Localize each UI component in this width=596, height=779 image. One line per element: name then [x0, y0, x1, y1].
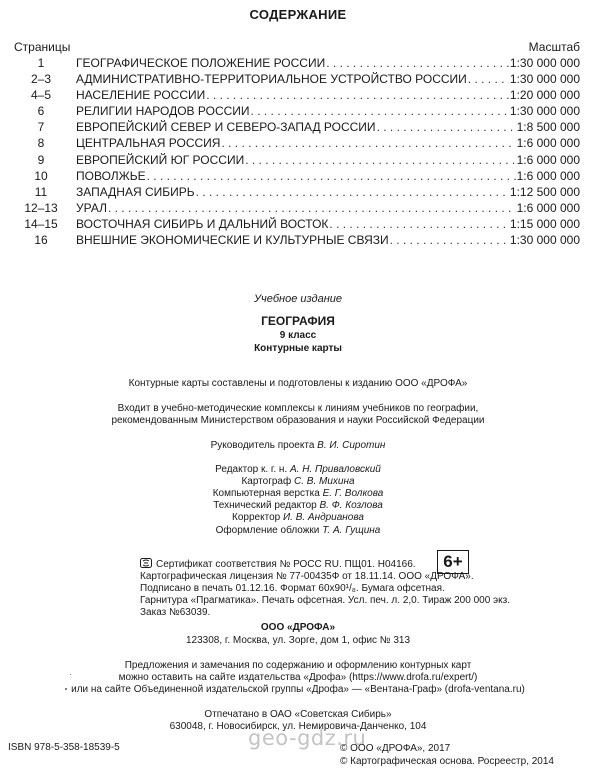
toc-page: 2–3: [30, 72, 52, 87]
toc-entry-title: ГЕОГРАФИЧЕСКОЕ ПОЛОЖЕНИЕ РОССИИ: [76, 56, 326, 70]
pages-column-header: Страницы: [14, 40, 71, 54]
toc-scale: 1:12 500 000: [509, 184, 580, 199]
staff-name: А. Н. Приваловский: [289, 464, 381, 475]
leader-dots: [326, 55, 509, 71]
toc-list: [14, 55, 580, 248]
leader-dots: [468, 71, 509, 87]
staff-line: [0, 476, 596, 489]
book-subtitle: Контурные карты: [254, 343, 342, 354]
age-rating-badge: 6+: [437, 550, 469, 574]
toc-scale: 1:6 000 000: [516, 168, 580, 183]
copyright-publisher: © ООО «ДРОФА», 2017: [340, 743, 451, 754]
printer-line-2: 630048, г. Новосибирск, ул. Немировича-Данченко, 104: [169, 721, 427, 732]
toc-scale: 1:30 000 000: [509, 104, 580, 119]
toc-page: 8: [37, 136, 45, 151]
staff-name: И. В. Андрианова: [282, 512, 364, 523]
license-line: Картографическая лицензия № 77-00435Ф от 18.11.14. ООО «ДРОФА».: [140, 571, 474, 582]
scan-speck: [65, 688, 67, 690]
staff-name: В. Ф. Козлова: [319, 500, 383, 511]
toc-entry-title: ЕВРОПЕЙСКИЙ СЕВЕР И СЕВЕРО-ЗАПАД РОССИИ: [76, 120, 376, 135]
site-watermark: geo-gdz.ru: [248, 726, 367, 750]
toc-entry-title: ЦЕНТРАЛЬНАЯ РОССИЯ: [76, 136, 221, 151]
staff-role: Редактор к. г. н.: [215, 464, 288, 475]
staff-role: Компьютерная верстка: [212, 488, 320, 499]
toc-row: [14, 119, 580, 135]
scale-column-header: Масштаб: [528, 40, 580, 54]
feedback-line-1: Предложения и замечания по содержанию и оформлению контурных карт: [124, 660, 472, 671]
toc-page: 10: [34, 168, 48, 183]
leader-dots: [206, 87, 509, 103]
staff-line: [0, 464, 596, 477]
toc-scale: 1:8 500 000: [516, 120, 580, 135]
toc-page: 9: [37, 152, 45, 167]
staff-line: [0, 500, 596, 513]
toc-row: [14, 152, 580, 168]
typeface-line: Гарнитура «Прагматика». Печать офсетная. Усл. печ. л. 2,0. Тираж 200 000 экз.: [140, 595, 510, 606]
leader-dots: [221, 135, 515, 151]
toc-row: [14, 87, 580, 103]
complex-note-line-1: Входит в учебно-методические комплексы к линиям учебников по географии,: [117, 403, 479, 414]
staff-role: Корректор: [232, 512, 281, 523]
toc-entry-title: РЕЛИГИИ НАРОДОВ РОССИИ: [76, 104, 250, 119]
toc-entry-title: ВНЕШНИЕ ЭКОНОМИЧЕСКИЕ И КУЛЬТУРНЫЕ СВЯЗИ: [76, 233, 389, 248]
complex-note-line-2: рекомендованным Министерством образования и науки Российской Федерации: [111, 415, 485, 426]
certification-mark-icon: [140, 558, 152, 568]
toc-entry-title: ЕВРОПЕЙСКИЙ ЮГ РОССИИ: [76, 152, 245, 167]
leader-dots: [251, 103, 509, 119]
project-lead-name: В. И. Сиротин: [317, 440, 386, 451]
toc-scale: 1:30 000 000: [509, 72, 580, 87]
staff-role: Картограф: [241, 476, 292, 487]
toc-row: [14, 135, 580, 151]
staff-line: [0, 512, 596, 525]
toc-row: [14, 71, 580, 87]
grade: 9 класс: [279, 330, 317, 341]
toc-page: 6: [37, 104, 45, 119]
isbn: ISBN 978-5-358-18539-5: [8, 742, 120, 753]
toc-scale: 1:15 000 000: [509, 216, 580, 231]
project-lead-label: Руководитель проекта: [210, 440, 315, 451]
leader-dots: [108, 200, 516, 216]
staff-line: [0, 525, 596, 538]
certificate-text: Сертификат соответствия № РОСС RU. ПЩ01. Н04166.: [156, 559, 416, 570]
print-date-line: Подписано в печать 01.12.16. Формат 60x90¹/₈. Бумага офсетная.: [140, 583, 445, 594]
copyright-cartographic-base: © Картографическая основа. Росреестр, 2014: [340, 756, 554, 767]
toc-row: [14, 232, 580, 248]
staff-role: Оформление обложки: [215, 525, 320, 536]
feedback-line-2: можно оставить на сайте издательства «Дрофа» (https://www.drofa.ru/expert/): [118, 672, 478, 683]
toc-row: [14, 216, 580, 232]
toc-page: 16: [34, 233, 48, 248]
toc-scale: 1:6 000 000: [516, 136, 580, 151]
toc-row: [14, 168, 580, 184]
toc-row: [14, 184, 580, 200]
leader-dots: [196, 184, 509, 200]
publisher-address: 123308, г. Москва, ул. Зорге, дом 1, офис № 313: [186, 635, 410, 646]
printer-line-1: Отпечатано в ОАО «Советская Сибирь»: [204, 709, 392, 720]
staff-name: Е. Г. Волкова: [322, 488, 384, 499]
toc-page: 14–15: [24, 216, 58, 231]
toc-page: 1: [37, 56, 45, 70]
toc-entry-title: АДМИНИСТРАТИВНО-ТЕРРИТОРИАЛЬНОЕ УСТРОЙСТВО РОССИИ: [76, 72, 467, 87]
copyright-block: [340, 742, 554, 768]
toc-page: 12–13: [24, 200, 58, 215]
leader-dots: [245, 152, 515, 168]
leader-dots: [390, 232, 509, 248]
compiled-note: Контурные карты составлены и подготовлены к изданию ООО «ДРОФА»: [128, 378, 468, 389]
scan-speck: [70, 674, 71, 675]
toc-entry-title: ВОСТОЧНАЯ СИБИРЬ И ДАЛЬНИЙ ВОСТОК: [76, 216, 329, 231]
staff-name: Т. А. Гущина: [322, 525, 381, 536]
toc-scale: 1:20 000 000: [509, 88, 580, 103]
toc-entry-title: УРАЛ: [76, 200, 107, 215]
leader-dots: [329, 216, 509, 232]
toc-row: [14, 200, 580, 216]
edition-type: Учебное издание: [254, 293, 342, 305]
toc-scale: 1:6 000 000: [516, 200, 580, 215]
book-title: ГЕОГРАФИЯ: [261, 314, 335, 328]
toc-header: [14, 40, 580, 54]
toc-title: СОДЕРЖАНИЕ: [249, 7, 347, 22]
order-line: Заказ №63039.: [140, 607, 211, 618]
toc-page: 7: [37, 120, 45, 135]
toc-page: 4–5: [30, 88, 52, 103]
staff-line: [0, 488, 596, 501]
toc-entry-title: ПОВОЛЖЬЕ: [76, 168, 146, 183]
toc-entry-title: ЗАПАДНАЯ СИБИРЬ: [76, 184, 195, 199]
staff-name: С. В. Михина: [294, 476, 355, 487]
staff-role: Технический редактор: [213, 500, 317, 511]
project-lead: [0, 440, 596, 453]
leader-dots: [377, 119, 516, 135]
toc-scale: 1:6 000 000: [516, 152, 580, 167]
toc-scale: 1:30 000 000: [509, 56, 580, 70]
toc-row: [14, 103, 580, 119]
toc-row: [14, 55, 580, 71]
toc-scale: 1:30 000 000: [509, 233, 580, 248]
publisher-name: ООО «ДРОФА»: [260, 622, 336, 633]
feedback-line-3: или на сайте Объединенной издательской группы «Дрофа» — «Вентана-Граф» (drofa-ventana.ru): [71, 684, 525, 695]
toc-entry-title: НАСЕЛЕНИЕ РОССИИ: [76, 88, 206, 103]
toc-page: 11: [34, 184, 48, 199]
leader-dots: [147, 168, 516, 184]
